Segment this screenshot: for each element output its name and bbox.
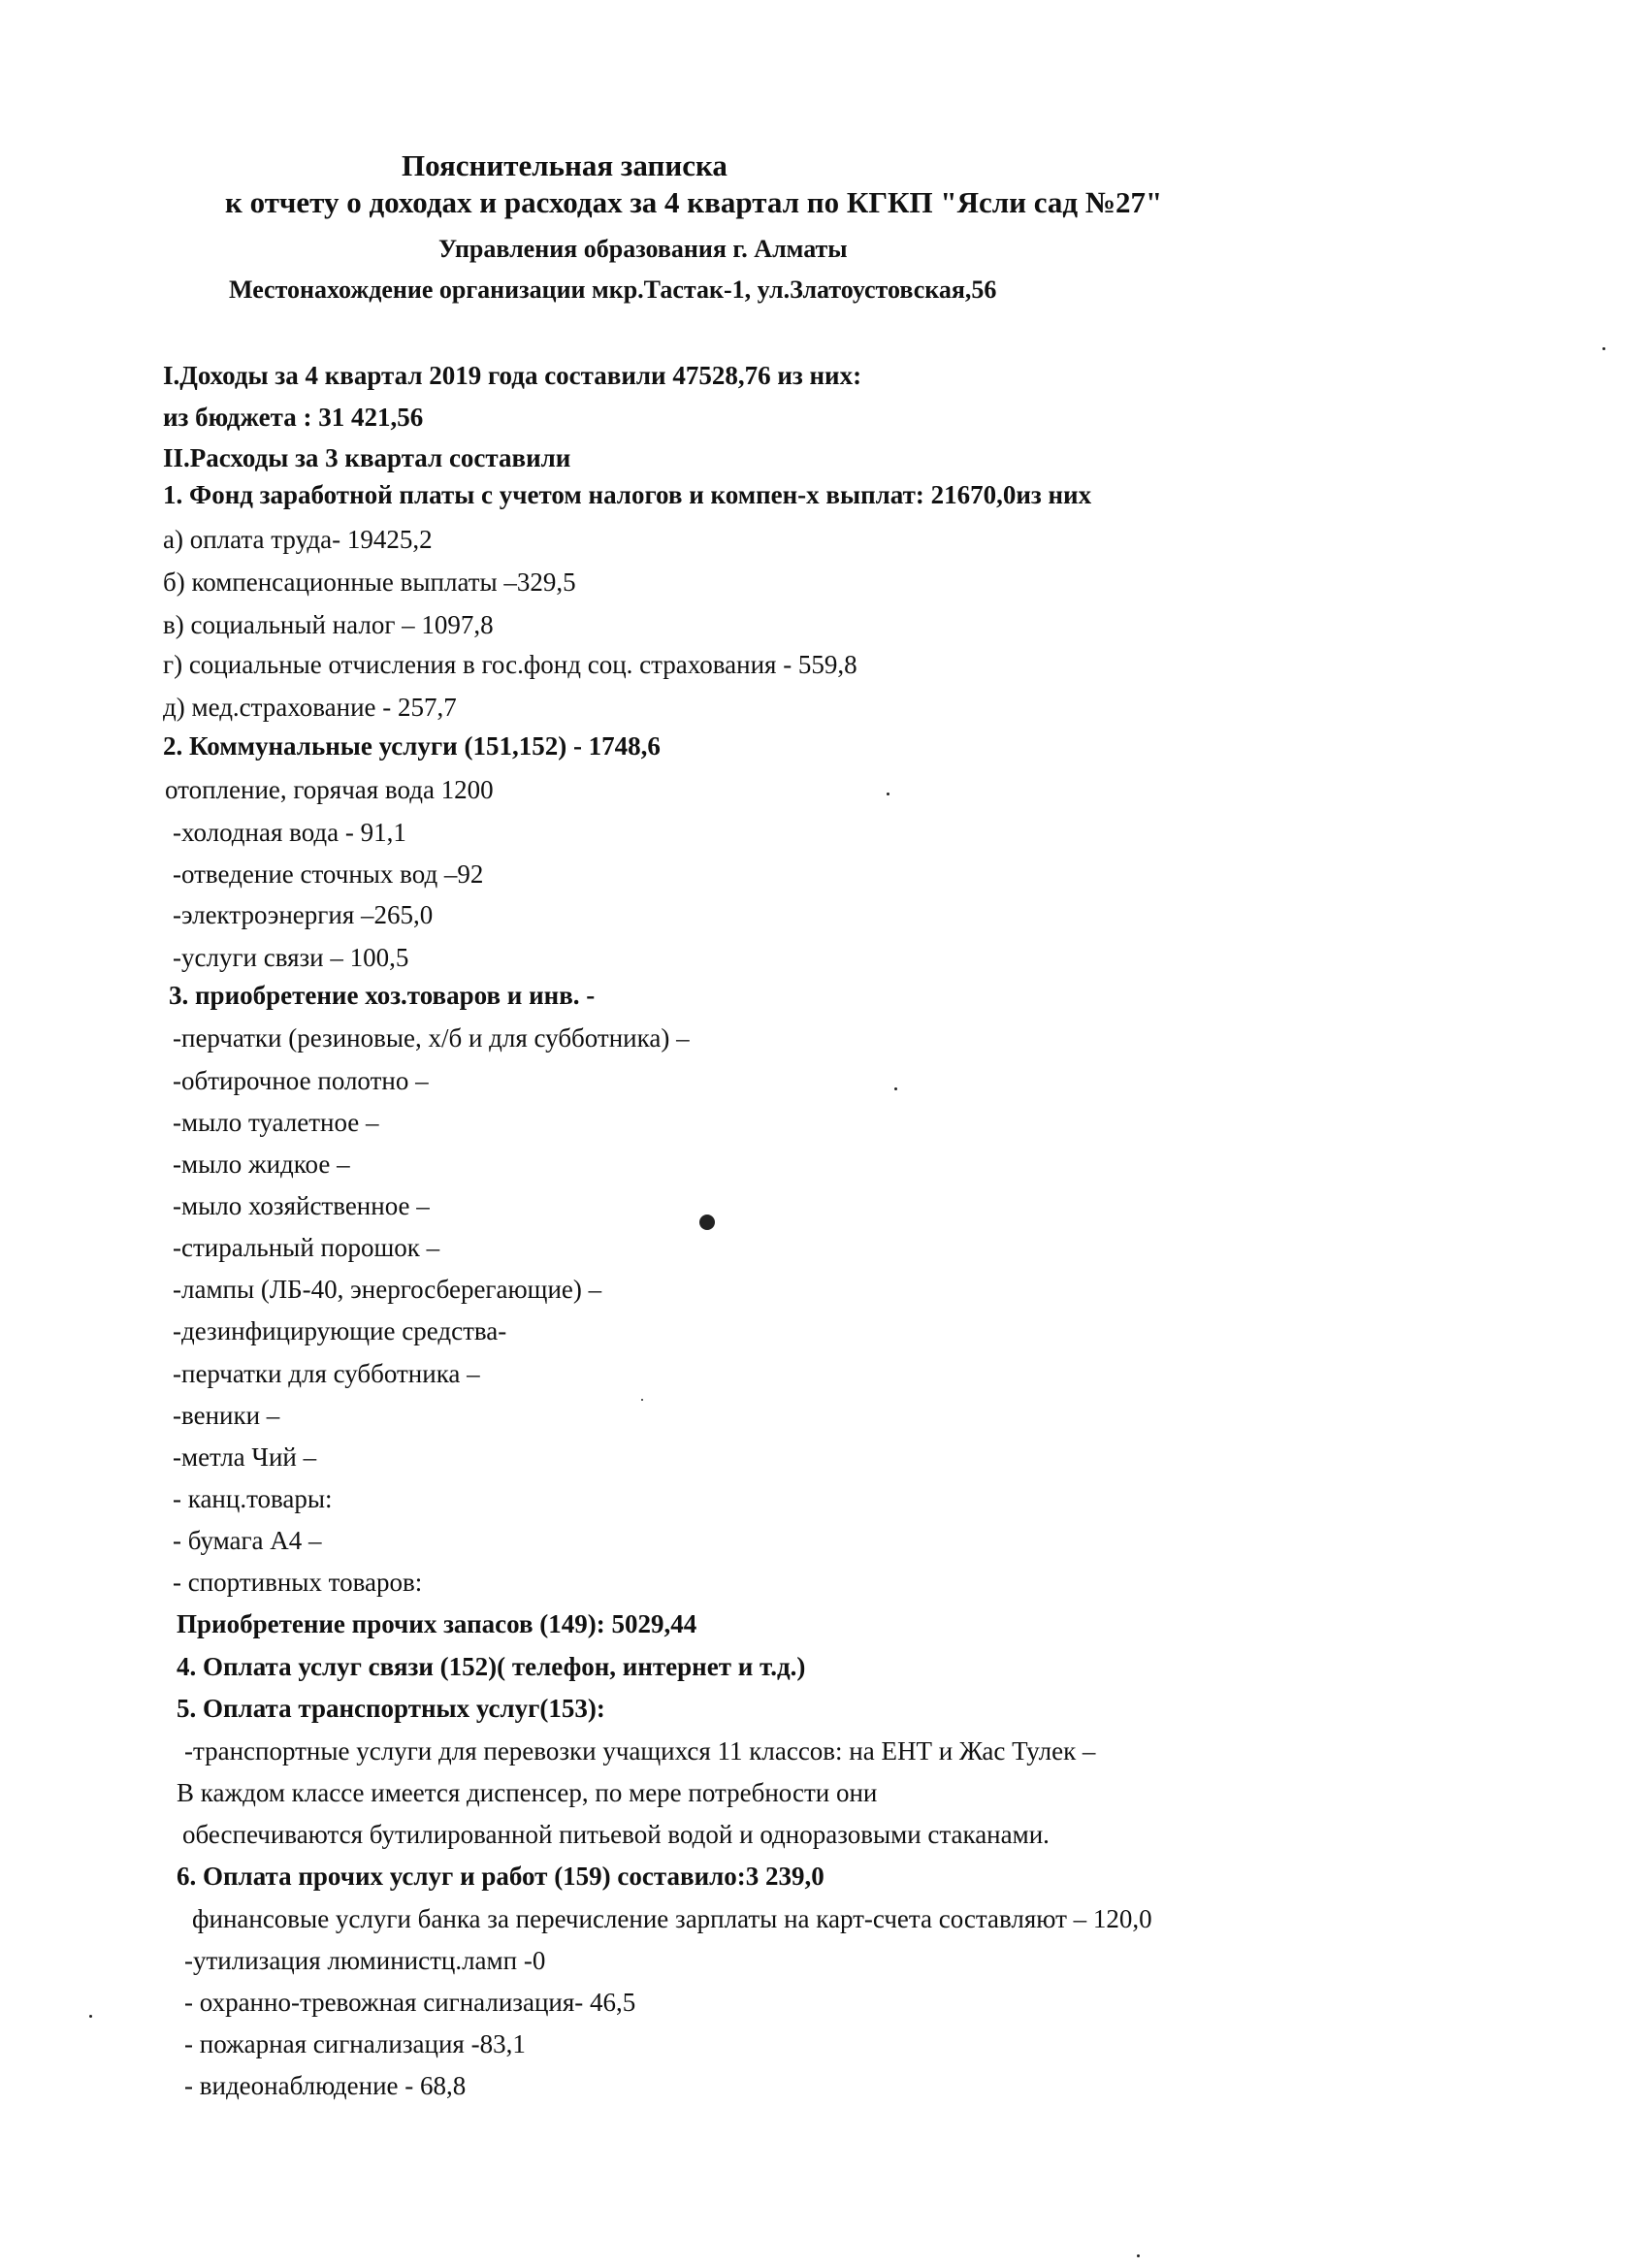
income-line: I.Доходы за 4 квартал 2019 года составили 47528,76 из них: xyxy=(163,361,862,390)
list-item: -перчатки для субботника – xyxy=(173,1359,480,1388)
fire-alarm-line: - пожарная сигнализация -83,1 xyxy=(184,2029,526,2058)
ink-spot xyxy=(89,2015,92,2018)
list-item: -перчатки (резиновые, х/б и для субботника) – xyxy=(173,1023,690,1053)
section-6-heading: 6. Оплата прочих услуг и работ (159) составило:3 239,0 xyxy=(177,1862,824,1891)
cold-water-line: -холодная вода - 91,1 xyxy=(173,818,406,847)
list-item: -обтирочное полотно – xyxy=(173,1066,429,1095)
location-line: Местонахождение организации мкр.Тастак-1, ул.Златоустовская,56 xyxy=(229,275,997,304)
cctv-line: - видеонаблюдение - 68,8 xyxy=(184,2071,467,2100)
ink-spot xyxy=(894,1087,897,1090)
list-item: -мыло туалетное – xyxy=(173,1108,379,1137)
document-title: Пояснительная записка xyxy=(402,148,728,182)
electricity-line: -электроэнергия –265,0 xyxy=(173,900,434,929)
section-4-heading: 4. Оплата услуг связи (152)( телефон, интернет и т.д.) xyxy=(177,1652,806,1681)
section-2-heading: 2. Коммунальные услуги (151,152) - 1748,6 xyxy=(163,731,661,761)
list-item: -мыло хозяйственное – xyxy=(173,1191,430,1220)
security-alarm-line: - охранно-тревожная сигнализация- 46,5 xyxy=(184,1988,636,2017)
medical-insurance-line: д) мед.страхование - 257,7 xyxy=(163,693,457,722)
social-tax-line: в) социальный налог – 1097,8 xyxy=(163,610,494,639)
list-item: -мыло жидкое – xyxy=(173,1150,350,1179)
ink-spot xyxy=(1602,347,1605,350)
list-item: -лампы (ЛБ-40, энергосберегающие) – xyxy=(173,1275,602,1304)
social-contributions-line: г) социальные отчисления в гос.фонд соц. страхования - 559,8 xyxy=(163,650,857,679)
compensation-line: б) компенсационные выплаты –329,5 xyxy=(163,567,576,597)
list-item: - спортивных товаров: xyxy=(173,1568,423,1597)
list-item: - бумага А4 – xyxy=(173,1526,322,1555)
sewage-line: -отведение сточных вод –92 xyxy=(173,859,484,889)
document-subtitle: к отчету о доходах и расходах за 4 квартал по КГКП "Ясли сад №27" xyxy=(225,185,1163,219)
list-item: -стиральный порошок – xyxy=(173,1233,440,1262)
list-item: - канц.товары: xyxy=(173,1484,333,1513)
dispenser-line-1: В каждом классе имеется диспенсер, по мере потребности они xyxy=(177,1778,878,1807)
ink-spot xyxy=(887,793,889,795)
ink-spot xyxy=(641,1399,643,1401)
salary-line: а) оплата труда- 19425,2 xyxy=(163,525,433,554)
dispenser-line-2: обеспечиваются бутилированной питьевой водой и одноразовыми стаканами. xyxy=(182,1820,1050,1849)
section-3-heading: 3. приобретение хоз.товаров и инв. - xyxy=(169,981,596,1010)
ink-spot xyxy=(1137,2254,1140,2257)
ink-spot xyxy=(699,1215,715,1230)
transport-line: -транспортные услуги для перевозки учащихся 11 классов: на ЕНТ и Жас Тулек – xyxy=(184,1736,1096,1766)
heating-line: отопление, горячая вода 1200 xyxy=(165,775,494,804)
list-item: -веники – xyxy=(173,1401,280,1430)
section-1-heading: 1. Фонд заработной платы с учетом налогов и компен-х выплат: 21670,0из них xyxy=(163,480,1092,509)
section-5-heading: 5. Оплата транспортных услуг(153): xyxy=(177,1694,605,1723)
budget-line: из бюджета : 31 421,56 xyxy=(163,403,424,432)
bank-services-line: финансовые услуги банка за перечисление зарплаты на карт-счета составляют – 120,0 xyxy=(192,1904,1152,1933)
lamp-disposal-line: -утилизация люминистц.ламп -0 xyxy=(184,1946,546,1975)
other-stock-line: Приобретение прочих запасов (149): 5029,44 xyxy=(177,1609,697,1638)
list-item: -дезинфицирующие средства- xyxy=(173,1316,507,1345)
department-line: Управления образования г. Алматы xyxy=(438,235,848,263)
list-item: -метла Чий – xyxy=(173,1442,317,1472)
communication-line: -услуги связи – 100,5 xyxy=(173,943,409,972)
expenses-heading: II.Расходы за 3 квартал составили xyxy=(163,443,571,472)
